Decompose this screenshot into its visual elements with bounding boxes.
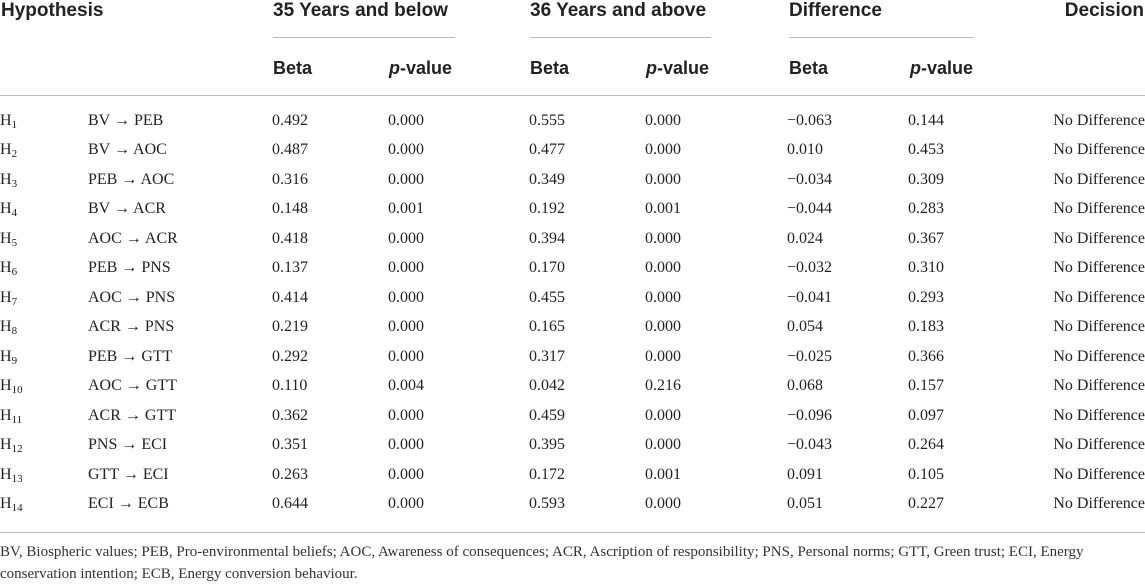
value-suffix: -value [921,58,974,78]
pvalue-group1-cell: 0.000 [388,406,424,424]
decision-cell: No Difference [1053,170,1145,188]
pvalue-group1-cell: 0.000 [388,111,424,129]
hypothesis-cell [0,254,88,284]
hypothesis-label: H [0,229,12,247]
beta-difference-cell: −0.025 [787,347,833,365]
hypothesis-cell [0,431,88,461]
hypothesis-subscript: 14 [11,502,23,515]
beta-group1-cell: 0.644 [272,495,308,513]
decision-cell: No Difference [1053,377,1145,395]
header-pvalue-difference [910,58,973,79]
decision-cell: No Difference [1053,406,1145,424]
hypothesis-subscript: 3 [11,177,18,190]
p-italic: p [646,58,657,78]
decision-cell: No Difference [1053,229,1145,247]
decision-cell: No Difference [1053,141,1145,159]
pvalue-difference-cell: 0.310 [908,259,944,277]
header-beta-group2: Beta [530,58,570,78]
pvalue-difference-cell: 0.183 [908,318,944,336]
pvalue-difference-cell: 0.309 [908,170,944,188]
header-beta-difference: Beta [789,58,829,78]
pvalue-group1-cell: 0.001 [388,200,424,218]
beta-group1-cell: 0.492 [272,111,308,129]
beta-difference-cell: 0.068 [787,377,823,395]
path-cell: AOC → ACR [88,229,178,247]
path-cell: GTT → ECI [88,465,169,483]
hypothesis-cell [0,401,88,431]
difference-underline [789,37,974,38]
pvalue-group2-cell: 0.000 [645,229,681,247]
beta-difference-cell: 0.091 [787,465,823,483]
beta-difference-cell: −0.063 [787,111,833,129]
pvalue-group1-cell: 0.000 [388,347,424,365]
beta-group1-cell: 0.414 [272,288,308,306]
hypothesis-cell [0,342,88,372]
beta-group1-cell: 0.418 [272,229,308,247]
beta-group2-cell: 0.394 [529,229,565,247]
footer-rule [0,532,1145,533]
beta-group1-cell: 0.292 [272,347,308,365]
path-cell: PNS → ECI [88,436,168,454]
hypothesis-cell [0,224,88,254]
beta-difference-cell: −0.034 [787,170,833,188]
table-row [0,490,1145,520]
decision-cell: No Difference [1053,465,1145,483]
hypothesis-cell [0,313,88,343]
beta-group2-cell: 0.459 [529,406,565,424]
hypothesis-subscript: 2 [11,148,18,161]
hypothesis-cell [0,195,88,225]
beta-group1-cell: 0.362 [272,406,308,424]
pvalue-group1-cell: 0.000 [388,465,424,483]
beta-group2-cell: 0.165 [529,318,565,336]
hypothesis-subscript: 4 [11,207,18,220]
beta-group1-cell: 0.263 [272,465,308,483]
results-table-body [0,106,1145,519]
pvalue-difference-cell: 0.366 [908,347,944,365]
decision-cell: No Difference [1053,288,1145,306]
pvalue-difference-cell: 0.264 [908,436,944,454]
beta-group1-cell: 0.110 [272,377,308,395]
hypothesis-label: H [0,170,12,188]
pvalue-group2-cell: 0.000 [645,141,681,159]
group2-underline [530,37,711,38]
beta-difference-cell: −0.041 [787,288,833,306]
hypothesis-cell [0,136,88,166]
hypothesis-subscript: 11 [11,413,23,426]
table-footnote: BV, Biospheric values; PEB, Pro-environmental beliefs; AOC, Awareness of consequences; ACR, Ascription of responsibility; PNS, Personal norms; GTT, Green trust; ECI, Energy conservation intention; ECB, Energy conversion behaviour. [0,544,1084,582]
header-hypothesis: Hypothesis [1,0,104,21]
hypothesis-cell [0,460,88,490]
beta-group2-cell: 0.555 [529,111,565,129]
pvalue-group2-cell: 0.216 [645,377,681,395]
table-row [0,283,1145,313]
pvalue-group2-cell: 0.000 [645,288,681,306]
hypothesis-label: H [0,377,12,395]
beta-group1-cell: 0.487 [272,141,308,159]
pvalue-group2-cell: 0.000 [645,170,681,188]
group1-underline [273,37,455,38]
beta-difference-cell: 0.010 [787,141,823,159]
pvalue-difference-cell: 0.283 [908,200,944,218]
beta-difference-cell: −0.096 [787,406,833,424]
decision-cell: No Difference [1053,347,1145,365]
results-table [0,106,1145,519]
hypothesis-label: H [0,436,12,454]
decision-cell: No Difference [1053,200,1145,218]
header-difference: Difference [789,0,882,21]
pvalue-group2-cell: 0.000 [645,347,681,365]
header-beta-group1: Beta [273,58,313,78]
header-group-35-and-below: 35 Years and below [273,0,448,21]
header-pvalue-group1 [389,58,452,79]
pvalue-group2-cell: 0.000 [645,111,681,129]
pvalue-difference-cell: 0.227 [908,495,944,513]
pvalue-group1-cell: 0.000 [388,436,424,454]
table-row [0,224,1145,254]
beta-group2-cell: 0.170 [529,259,565,277]
pvalue-difference-cell: 0.157 [908,377,944,395]
decision-cell: No Difference [1053,111,1145,129]
hypothesis-subscript: 12 [11,443,23,456]
beta-group2-cell: 0.042 [529,377,565,395]
path-cell: PEB → AOC [88,170,175,188]
beta-group2-cell: 0.455 [529,288,565,306]
value-suffix: -value [657,58,710,78]
table-row [0,313,1145,343]
beta-group2-cell: 0.172 [529,465,565,483]
hypothesis-subscript: 5 [11,236,18,249]
table-row [0,460,1145,490]
hypothesis-label: H [0,259,12,277]
table-row [0,136,1145,166]
header-group-36-and-above: 36 Years and above [530,0,707,21]
path-cell: BV → PEB [88,111,164,129]
beta-group2-cell: 0.349 [529,170,565,188]
beta-group2-cell: 0.395 [529,436,565,454]
hypothesis-subscript: 8 [11,325,18,338]
pvalue-difference-cell: 0.293 [908,288,944,306]
decision-cell: No Difference [1053,259,1145,277]
pvalue-group2-cell: 0.001 [645,465,681,483]
beta-group1-cell: 0.351 [272,436,308,454]
path-cell: AOC → PNS [88,288,176,306]
table-row [0,254,1145,284]
hypothesis-subscript: 6 [11,266,18,279]
path-cell: BV → ACR [88,200,166,218]
hypothesis-subscript: 7 [11,295,18,308]
beta-difference-cell: −0.032 [787,259,833,277]
pvalue-group2-cell: 0.000 [645,318,681,336]
pvalue-group2-cell: 0.000 [645,495,681,513]
beta-difference-cell: −0.043 [787,436,833,454]
path-cell: PEB → PNS [88,259,171,277]
path-cell: ECI → ECB [88,495,169,513]
hypothesis-subscript: 13 [11,472,23,485]
beta-difference-cell: 0.051 [787,495,823,513]
pvalue-group1-cell: 0.000 [388,318,424,336]
pvalue-group2-cell: 0.000 [645,436,681,454]
pvalue-group1-cell: 0.004 [388,377,424,395]
decision-cell: No Difference [1053,436,1145,454]
pvalue-difference-cell: 0.105 [908,465,944,483]
path-cell: PEB → GTT [88,347,173,365]
hypothesis-label: H [0,347,12,365]
beta-group2-cell: 0.192 [529,200,565,218]
pvalue-difference-cell: 0.367 [908,229,944,247]
path-cell: ACR → PNS [88,318,175,336]
table-row [0,195,1145,225]
pvalue-group1-cell: 0.000 [388,495,424,513]
beta-group2-cell: 0.477 [529,141,565,159]
beta-group1-cell: 0.219 [272,318,308,336]
beta-difference-cell: 0.054 [787,318,823,336]
beta-group2-cell: 0.593 [529,495,565,513]
hypothesis-label: H [0,465,12,483]
hypothesis-label: H [0,318,12,336]
table-row [0,401,1145,431]
beta-group1-cell: 0.316 [272,170,308,188]
beta-difference-cell: −0.044 [787,200,833,218]
decision-cell: No Difference [1053,495,1145,513]
hypothesis-subscript: 10 [11,384,23,397]
path-cell: ACR → GTT [88,406,176,424]
beta-group1-cell: 0.148 [272,200,308,218]
hypothesis-label: H [0,495,12,513]
table-row [0,372,1145,402]
table-row [0,165,1145,195]
header-decision: Decision [1064,0,1144,21]
header-pvalue-group2 [646,58,709,79]
hypothesis-cell [0,490,88,520]
hypothesis-label: H [0,200,12,218]
hypothesis-subscript: 9 [11,354,18,367]
header-bottom-rule [0,95,1145,96]
pvalue-difference-cell: 0.097 [908,406,944,424]
pvalue-group1-cell: 0.000 [388,170,424,188]
pvalue-group2-cell: 0.001 [645,200,681,218]
hypothesis-cell [0,283,88,313]
path-cell: AOC → GTT [88,377,177,395]
beta-difference-cell: 0.024 [787,229,823,247]
p-italic: p [910,58,921,78]
table-row [0,342,1145,372]
beta-group1-cell: 0.137 [272,259,308,277]
pvalue-difference-cell: 0.453 [908,141,944,159]
hypothesis-label: H [0,111,12,129]
path-cell: BV → AOC [88,141,167,159]
value-suffix: -value [400,58,453,78]
hypothesis-cell [0,165,88,195]
pvalue-difference-cell: 0.144 [908,111,944,129]
beta-group2-cell: 0.317 [529,347,565,365]
pvalue-group1-cell: 0.000 [388,288,424,306]
hypothesis-cell [0,106,88,136]
p-italic: p [389,58,400,78]
pvalue-group2-cell: 0.000 [645,259,681,277]
hypothesis-label: H [0,406,12,424]
hypothesis-label: H [0,141,12,159]
decision-cell: No Difference [1053,318,1145,336]
table-row [0,431,1145,461]
hypothesis-subscript: 1 [11,118,18,131]
hypothesis-label: H [0,288,12,306]
table-row [0,106,1145,136]
pvalue-group1-cell: 0.000 [388,259,424,277]
hypothesis-cell [0,372,88,402]
pvalue-group1-cell: 0.000 [388,229,424,247]
pvalue-group1-cell: 0.000 [388,141,424,159]
pvalue-group2-cell: 0.000 [645,406,681,424]
